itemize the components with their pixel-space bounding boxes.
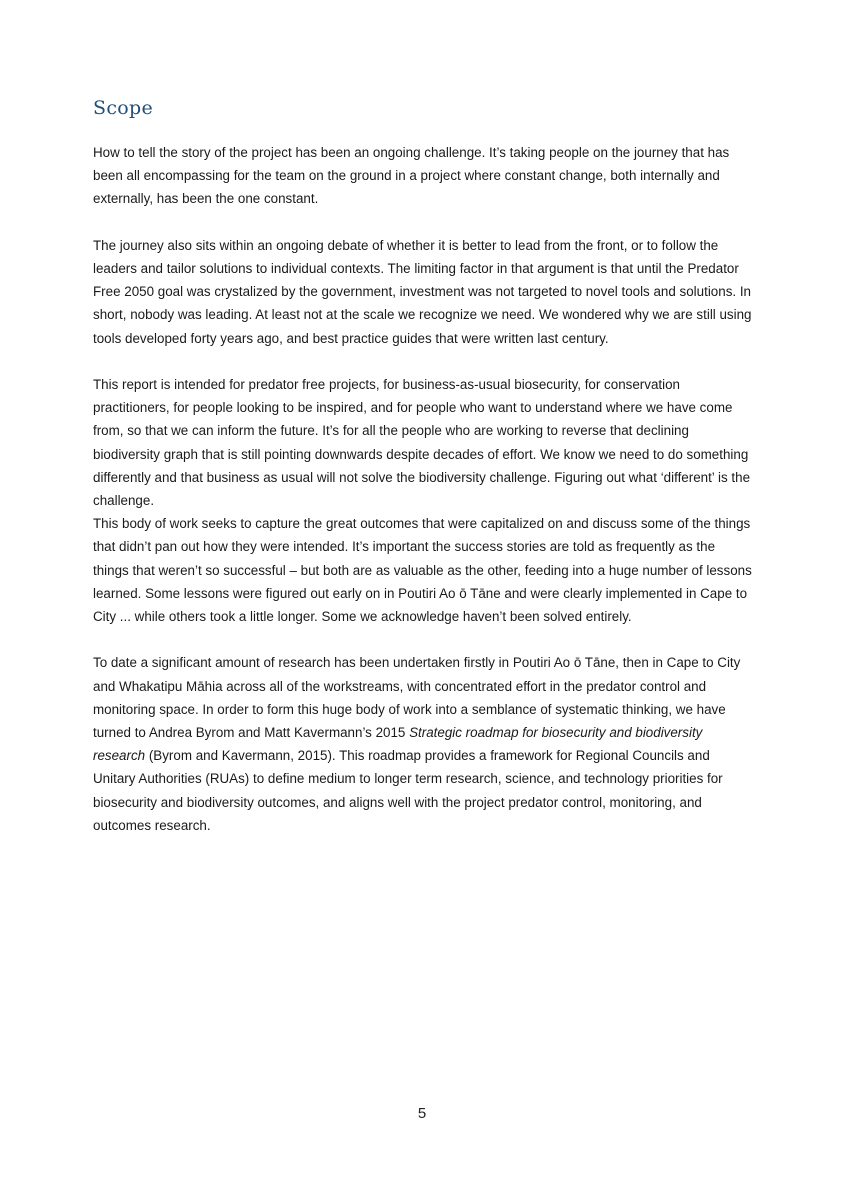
document-body [93, 141, 753, 860]
paragraph-outcomes: This body of work seeks to capture the great outcomes that were capitalized on and discuss some of the things that didn’t pan out how they were intended. It’s important the success stories are told as frequently as the things that weren’t so successful – but both are as valuable as the other, feeding into a huge number of lessons learned. Some lessons were figured out early on in Poutiri Ao ō Tāne and were clearly implemented in Cape to City ... while others took a little longer. Some we acknowledge haven’t been solved entirely. [93, 516, 752, 625]
paragraph-research-text-start: To date a significant amount of research has been undertaken firstly in Poutiri Ao ō Tāne, then in Cape to City and Whakatipu Māhia across all of the workstreams, with concentrated effort in the predator control and monitoring space. In order to form this huge body of work into a semblance of systematic thinking, we have turned to Andrea Byrom and Matt Kavermann’s 2015 [93, 655, 741, 741]
paragraph-research-text-end: (Byrom and Kavermann, 2015). This roadmap provides a framework for Regional Councils and Unitary Authorities (RUAs) to define medium to longer term research, science, and technology priorities for biosecurity and biodiversity outcomes, and aligns well with the project predator control, monitoring, and outcomes research. [93, 748, 723, 833]
paragraph-research [93, 651, 753, 837]
paragraph-audience: This report is intended for predator free projects, for business-as-usual biosecurity, for conservation practitioners, for people looking to be inspired, and for people who want to understand where we have come from, so that we can inform the future. It’s for all the people who are working to reverse that declining biodiversity graph that is still pointing downwards despite decades of effort. We know we need to do something differently and that business as usual will not solve the biodiversity challenge. Figuring out what ‘different’ is the challenge. [93, 377, 751, 509]
paragraph-debate: The journey also sits within an ongoing debate of whether it is better to lead from the front, or to follow the leaders and tailor solutions to individual contexts. The limiting factor in that argument is that until the Predator Free 2050 goal was crystalized by the government, investment was not targeted to novel tools and solutions. In short, nobody was leading. At least not at the scale we recognize we need. We wondered why we are still using tools developed forty years ago, and best practice guides that were written last century. [93, 237, 752, 346]
page-number: 5 [417, 1105, 427, 1122]
section-heading: Scope [93, 97, 154, 119]
roadmap-title: Strategic roadmap for biosecurity and biodiversity research [93, 725, 703, 764]
paragraph-intro: How to tell the story of the project has been an ongoing challenge. It’s taking people on the journey that has been all encompassing for the team on the ground in a project where constant change, both internally and externally, has been the one constant. [93, 145, 730, 207]
